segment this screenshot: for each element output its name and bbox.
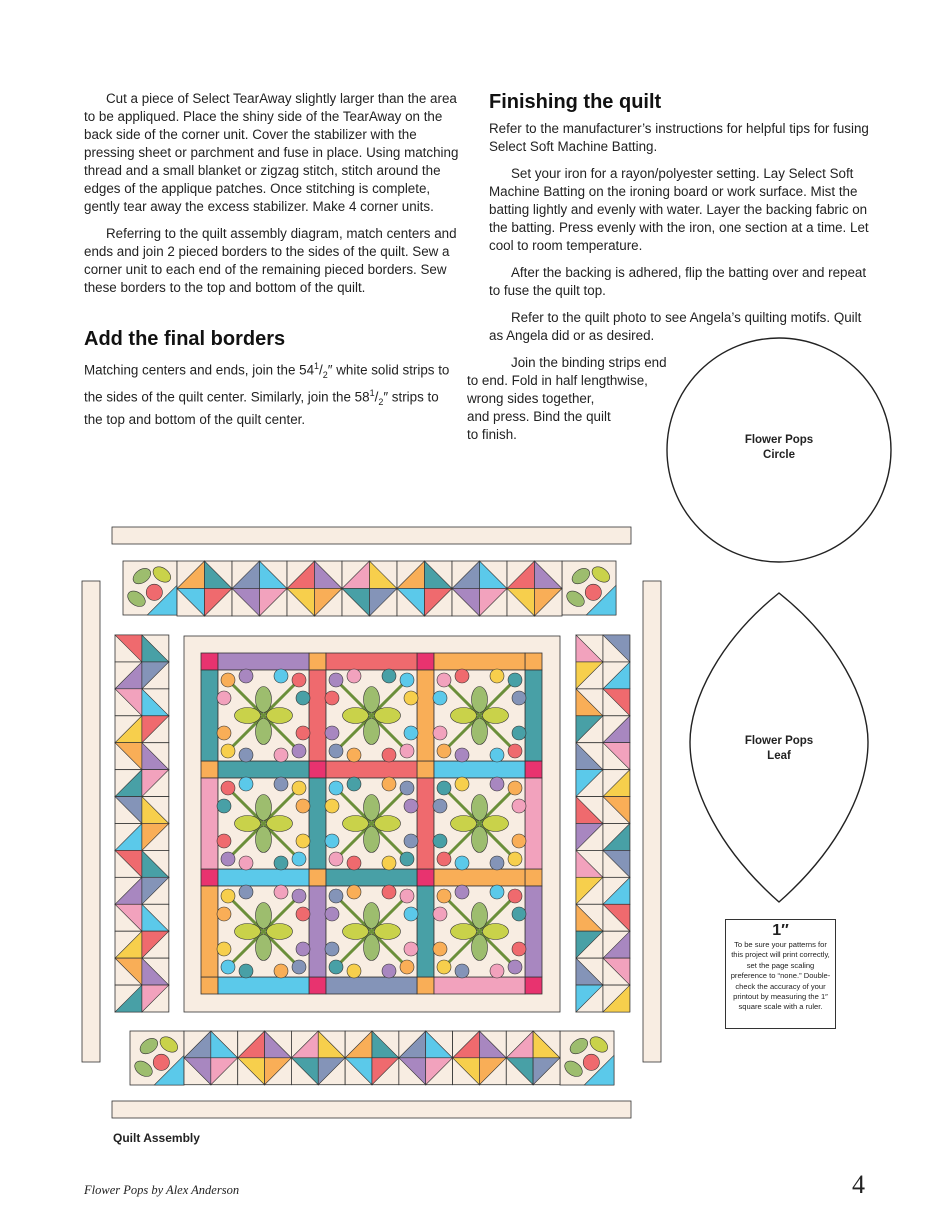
circle-applique — [217, 834, 231, 848]
circle-applique — [512, 799, 526, 813]
circle-applique — [239, 748, 253, 762]
circle-applique — [433, 691, 447, 705]
circle-applique — [508, 781, 522, 795]
leaf-applique — [364, 903, 380, 929]
circle-applique — [433, 834, 447, 848]
circle-applique — [325, 907, 339, 921]
sashing-horizontal — [218, 653, 309, 670]
leaf-template-label: Flower Pops Leaf — [744, 735, 814, 762]
circle-applique — [400, 960, 414, 974]
circle-applique — [239, 964, 253, 978]
circle-applique — [404, 942, 418, 956]
leaf-applique — [483, 816, 509, 832]
sashing-horizontal — [326, 869, 417, 886]
circle-applique — [329, 889, 343, 903]
sashing-vertical — [525, 778, 542, 869]
circle-applique — [512, 691, 526, 705]
circle-applique — [292, 852, 306, 866]
paragraph-stabilizer: Cut a piece of Select TearAway slightly larger than the area to be appliqued. Place the shiny side of the TearAway on the back side of the corner unit. Cover the stabilizer with the pressing sheet or parchment and fuse in place. Using matching thread and a small blanket or zigzag stitch, stitch around the edges of the applique patches. Once stitching is complete, gently tear away the excess stabilizer. Make 4 corner units. — [84, 91, 459, 214]
circle-applique — [585, 584, 601, 600]
circle-applique — [455, 856, 469, 870]
cornerstone — [417, 977, 434, 994]
cornerstone — [201, 977, 218, 994]
leaf-applique — [235, 816, 261, 832]
paragraph-iron: Set your iron for a rayon/polyester setting. Lay Select Soft Machine Batting on the ironing board or work surface. Mist the batting lightly and evenly with water. Layer the backing fabric on the batting. Press evenly with the iron, one section at a time. Let cool to room temperature. — [489, 166, 869, 253]
cornerstone — [417, 869, 434, 886]
circle-applique — [296, 691, 310, 705]
circle-applique — [296, 726, 310, 740]
circle-applique — [221, 960, 235, 974]
leaf-applique — [267, 816, 293, 832]
cornerstone — [417, 761, 434, 778]
leaf-applique — [267, 708, 293, 724]
leaf-applique — [343, 816, 369, 832]
circle-applique — [400, 781, 414, 795]
heading-final-borders: Add the final borders — [84, 328, 286, 350]
circle-applique — [404, 834, 418, 848]
leaf-applique — [364, 795, 380, 821]
leaf-applique — [451, 708, 477, 724]
circle-applique — [274, 777, 288, 791]
circle-applique — [382, 856, 396, 870]
leaf-applique — [472, 935, 488, 961]
circle-applique — [292, 673, 306, 687]
sashing-vertical — [417, 670, 434, 761]
circle-applique — [404, 799, 418, 813]
sashing-horizontal — [434, 977, 525, 994]
circle-applique — [433, 799, 447, 813]
cornerstone — [525, 653, 542, 670]
circle-applique — [433, 942, 447, 956]
circle-applique — [400, 889, 414, 903]
circle-applique — [455, 669, 469, 683]
paragraph-manufacturer: Refer to the manufacturer’s instructions for helpful tips for fusing Select Soft Machine Batting. — [489, 121, 869, 154]
circle-applique — [239, 885, 253, 899]
paragraph-final-borders: Matching centers and ends, join the $54^1/_2''$ white solid strips to the sides of the quilt center. Similarly, join the $58^1/_2''$ strips to the top and bottom of the quilt center. — [84, 361, 450, 428]
circle-applique — [512, 942, 526, 956]
circle-applique — [382, 777, 396, 791]
circle-applique — [146, 584, 162, 600]
circle-applique — [217, 942, 231, 956]
circle-applique — [292, 744, 306, 758]
circle-applique — [508, 744, 522, 758]
circle-applique — [490, 885, 504, 899]
circle-applique — [221, 889, 235, 903]
leaf-applique — [256, 719, 272, 745]
leaf-applique — [364, 719, 380, 745]
circle-applique — [347, 748, 361, 762]
circle-applique — [296, 799, 310, 813]
circle-applique — [274, 885, 288, 899]
circle-applique — [400, 852, 414, 866]
circle-applique — [329, 673, 343, 687]
sashing-horizontal — [434, 761, 525, 778]
circle-applique — [239, 856, 253, 870]
circle-applique — [347, 856, 361, 870]
leaf-applique — [256, 827, 272, 853]
leaf-applique — [472, 903, 488, 929]
circle-applique — [512, 834, 526, 848]
leaf-applique — [472, 687, 488, 713]
leaf-applique — [235, 708, 261, 724]
circle-applique — [455, 748, 469, 762]
cornerstone — [309, 653, 326, 670]
circle-applique — [433, 726, 447, 740]
leaf-applique — [375, 816, 401, 832]
circle-applique — [329, 852, 343, 866]
circle-applique — [325, 942, 339, 956]
cornerstone — [525, 761, 542, 778]
circle-applique — [437, 781, 451, 795]
leaf-applique — [256, 935, 272, 961]
circle-applique — [508, 673, 522, 687]
circle-applique — [382, 964, 396, 978]
circle-applique — [296, 942, 310, 956]
circle-applique — [404, 691, 418, 705]
circle-applique — [325, 834, 339, 848]
circle-applique — [400, 744, 414, 758]
circle-applique — [153, 1054, 169, 1070]
left-white-border — [82, 581, 100, 1062]
circle-applique — [221, 781, 235, 795]
circle-applique — [221, 673, 235, 687]
cornerstone — [525, 869, 542, 886]
circle-applique — [221, 744, 235, 758]
circle-applique — [490, 964, 504, 978]
circle-applique — [583, 1054, 599, 1070]
cornerstone — [417, 653, 434, 670]
top-white-border — [112, 527, 631, 544]
leaf-applique — [256, 687, 272, 713]
circle-applique — [512, 726, 526, 740]
circle-applique — [347, 885, 361, 899]
cornerstone — [201, 869, 218, 886]
circle-applique — [325, 691, 339, 705]
leaf-applique — [375, 924, 401, 940]
cornerstone — [309, 761, 326, 778]
leaf-applique — [483, 924, 509, 940]
circle-applique — [217, 799, 231, 813]
paragraph-backing: After the backing is adhered, flip the batting over and repeat to fuse the quilt top. — [489, 265, 867, 298]
circle-applique — [455, 777, 469, 791]
circle-applique — [274, 856, 288, 870]
circle-applique — [490, 669, 504, 683]
sashing-vertical — [525, 886, 542, 977]
scale-box-label: 1″ — [772, 922, 789, 939]
sashing-horizontal — [326, 653, 417, 670]
circle-applique — [455, 885, 469, 899]
scale-box-text: To be sure your patterns for this project will print correctly, set the page scaling preference to “none.” Double-check the accuracy of your printout by measuring the 1″ square scale with a ruler. — [730, 940, 831, 1012]
circle-applique — [296, 834, 310, 848]
cornerstone — [309, 977, 326, 994]
circle-applique — [508, 889, 522, 903]
circle-applique — [508, 960, 522, 974]
sashing-vertical — [417, 886, 434, 977]
circle-applique — [274, 964, 288, 978]
cornerstone — [309, 869, 326, 886]
page-number: 4 — [852, 1170, 865, 1199]
circle-applique — [274, 748, 288, 762]
diagram-caption: Quilt Assembly — [113, 1131, 200, 1145]
heading-finishing: Finishing the quilt — [489, 91, 662, 113]
leaf-applique — [364, 827, 380, 853]
paragraph-join-borders: Referring to the quilt assembly diagram, match centers and ends and join 2 pieced borders to the sides of the quilt. Sew a corner unit to each end of the remaining pieced borders. Sew these borders to the top and bottom of the quilt. — [84, 226, 457, 295]
circle-applique — [508, 852, 522, 866]
leaf-applique — [483, 708, 509, 724]
circle-applique — [382, 669, 396, 683]
circle-applique — [292, 781, 306, 795]
cornerstone — [201, 653, 218, 670]
circle-applique — [490, 777, 504, 791]
circle-applique — [404, 726, 418, 740]
cornerstone — [201, 761, 218, 778]
circle-applique — [217, 691, 231, 705]
right-white-border — [643, 581, 661, 1062]
sashing-horizontal — [218, 761, 309, 778]
circle-applique — [329, 744, 343, 758]
leaf-applique — [343, 924, 369, 940]
leaf-applique — [267, 924, 293, 940]
circle-template-label: Flower Pops Circle — [744, 434, 814, 461]
leaf-applique — [375, 708, 401, 724]
leaf-applique — [364, 687, 380, 713]
sashing-vertical — [309, 778, 326, 869]
circle-applique — [490, 856, 504, 870]
leaf-applique — [472, 795, 488, 821]
circle-applique — [296, 907, 310, 921]
sashing-vertical — [201, 886, 218, 977]
circle-applique — [221, 852, 235, 866]
sashing-horizontal — [326, 761, 417, 778]
bottom-white-border — [112, 1101, 631, 1118]
circle-applique — [437, 889, 451, 903]
sashing-horizontal — [326, 977, 417, 994]
leaf-applique — [364, 935, 380, 961]
circle-applique — [404, 907, 418, 921]
circle-applique — [437, 852, 451, 866]
leaf-applique — [451, 924, 477, 940]
leaf-applique — [256, 795, 272, 821]
sashing-vertical — [309, 670, 326, 761]
circle-applique — [217, 726, 231, 740]
circle-applique — [329, 960, 343, 974]
sashing-vertical — [309, 886, 326, 977]
circle-applique — [239, 669, 253, 683]
circle-applique — [382, 748, 396, 762]
circle-applique — [437, 673, 451, 687]
sashing-vertical — [201, 778, 218, 869]
circle-applique — [437, 960, 451, 974]
circle-applique — [292, 889, 306, 903]
paragraph-quilting: Refer to the quilt photo to see Angela’s quilting motifs. Quilt as Angela did or as desired. — [489, 310, 862, 343]
sashing-horizontal — [434, 653, 525, 670]
leaf-applique — [451, 816, 477, 832]
footer-title: Flower Pops by Alex Anderson — [84, 1183, 240, 1197]
circle-applique — [292, 960, 306, 974]
circle-applique — [217, 907, 231, 921]
circle-applique — [347, 777, 361, 791]
circle-applique — [325, 726, 339, 740]
sashing-vertical — [417, 778, 434, 869]
leaf-applique — [472, 719, 488, 745]
circle-applique — [382, 885, 396, 899]
leaf-applique — [472, 827, 488, 853]
sashing-vertical — [201, 670, 218, 761]
sashing-horizontal — [434, 869, 525, 886]
circle-applique — [433, 907, 447, 921]
circle-applique — [437, 744, 451, 758]
circle-applique — [347, 669, 361, 683]
circle-applique — [400, 673, 414, 687]
circle-applique — [329, 781, 343, 795]
cornerstone — [525, 977, 542, 994]
paragraph-binding: Join the binding strips end to end. Fold in half lengthwise, wrong sides together, and press. Bind the quilt to finish. — [467, 355, 667, 442]
leaf-applique — [343, 708, 369, 724]
sashing-horizontal — [218, 977, 309, 994]
circle-applique — [512, 907, 526, 921]
circle-applique — [490, 748, 504, 762]
leaf-applique — [256, 903, 272, 929]
leaf-applique — [235, 924, 261, 940]
circle-applique — [347, 964, 361, 978]
circle-applique — [455, 964, 469, 978]
circle-applique — [274, 669, 288, 683]
sashing-horizontal — [218, 869, 309, 886]
sashing-vertical — [525, 670, 542, 761]
circle-applique — [325, 799, 339, 813]
circle-applique — [239, 777, 253, 791]
